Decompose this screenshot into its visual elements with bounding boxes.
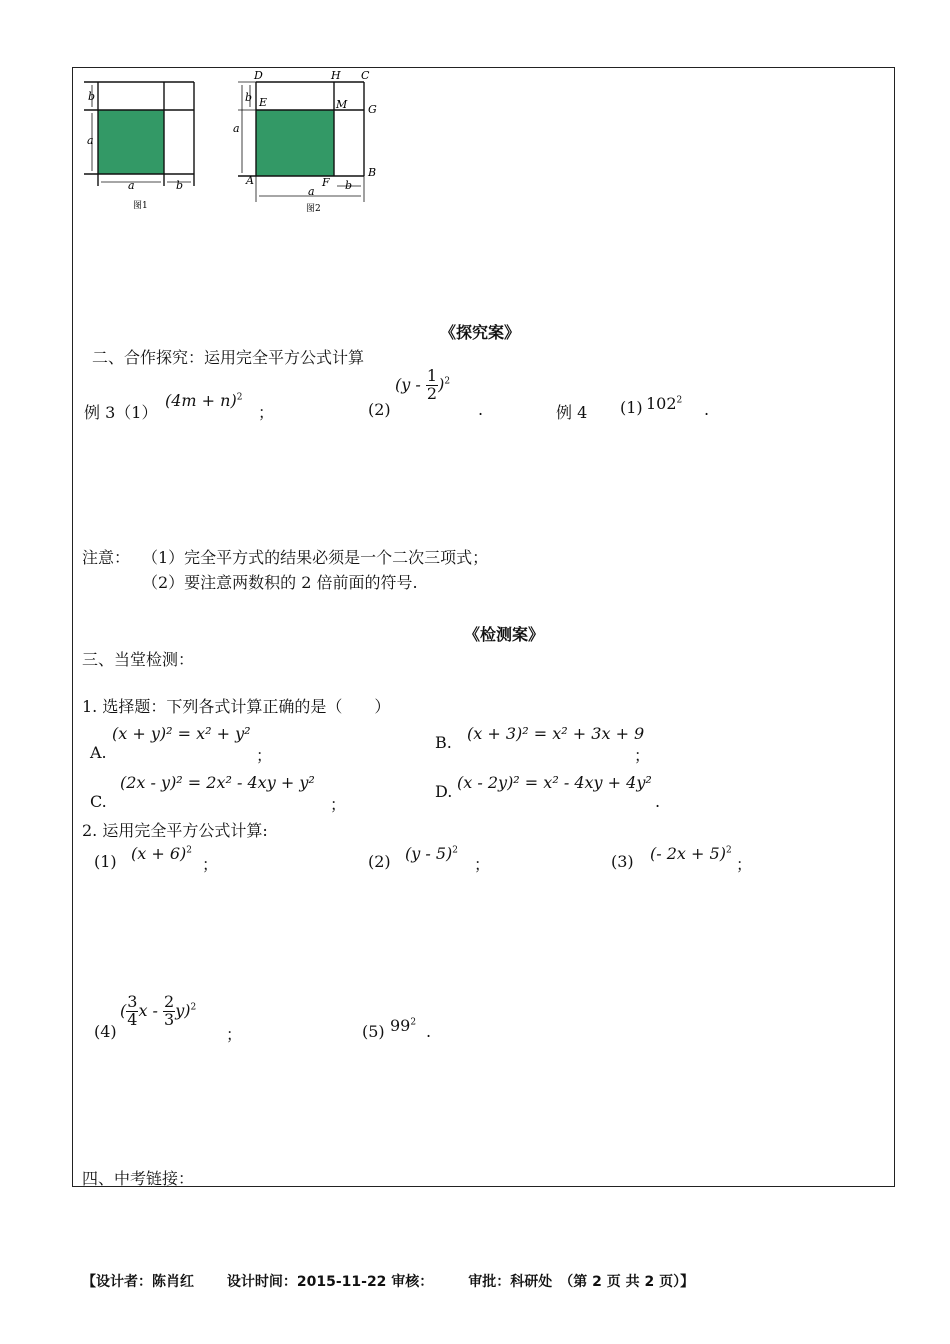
ex3-label: 例 3（1） bbox=[84, 403, 158, 422]
fig2-label-b-bottom: b bbox=[345, 179, 353, 192]
p2-label: (2) bbox=[368, 852, 391, 871]
ex3-1-expr: $(4m + n)^2$ bbox=[165, 391, 243, 410]
ex4-label: 例 4 bbox=[556, 403, 588, 422]
fig2-label-b-left: b bbox=[245, 91, 253, 104]
note-2: （2）要注意两数积的 2 倍前面的符号. bbox=[142, 573, 418, 592]
fig2-caption: 图2 bbox=[306, 204, 321, 214]
fig1-label-b: b bbox=[88, 90, 96, 103]
p1-semicolon: ； bbox=[202, 855, 219, 874]
fig2-label-D: D bbox=[254, 69, 263, 82]
option-B-expr: (x + 3)² = x² + 3x + 9 bbox=[467, 724, 645, 743]
option-C-expr: (2x - y)² = 2x² - 4xy + y² bbox=[120, 773, 315, 792]
option-D-expr: (x - 2y)² = x² - 4xy + 4y² bbox=[457, 773, 652, 792]
option-C-semicolon: ； bbox=[330, 795, 347, 814]
fig2-label-G: G bbox=[368, 103, 377, 116]
p5-label: (5) bbox=[362, 1022, 385, 1041]
fig2-label-M: M bbox=[336, 98, 348, 111]
explore-heading: 二、合作探究：运用完全平方公式计算 bbox=[92, 348, 365, 367]
check-heading: 三、当堂检测： bbox=[82, 650, 195, 669]
fig1-label-b-bottom: b bbox=[176, 179, 184, 192]
ex3-2-expr: (y - $\frac{1}{2}$ )$^2$ bbox=[395, 366, 451, 403]
ex3-2-label: (2) bbox=[368, 400, 391, 419]
question-2: 2. 运用完全平方公式计算: bbox=[82, 821, 268, 840]
fig1-caption: 图1 bbox=[133, 201, 148, 211]
fig2-label-B: B bbox=[368, 166, 377, 179]
p1-expr: $(x + 6)^2$ bbox=[131, 844, 192, 863]
p3-semicolon: ； bbox=[736, 855, 753, 874]
option-A-expr: (x + y)² = x² + y² bbox=[112, 724, 251, 743]
fig2-label-E: E bbox=[259, 96, 268, 109]
fig2-label-C: C bbox=[361, 69, 370, 82]
option-D-period: . bbox=[655, 792, 661, 811]
option-B-semicolon: ； bbox=[634, 746, 651, 765]
option-D-label: D. bbox=[435, 782, 453, 801]
p2-expr: (y - 5)$^2$ bbox=[405, 844, 459, 863]
option-B-label: B. bbox=[435, 733, 452, 752]
fig1-green-square bbox=[98, 110, 164, 174]
fig2-label-F: F bbox=[322, 176, 330, 189]
option-A-label: A. bbox=[90, 743, 107, 762]
section-4-heading: 四、中考链接： bbox=[82, 1169, 195, 1188]
question-1: 1. 选择题：下列各式计算正确的是（ ） bbox=[82, 697, 391, 716]
fig2-green-square bbox=[256, 110, 334, 176]
fig2-label-a-bottom: a bbox=[308, 185, 315, 198]
p5-period: . bbox=[426, 1022, 432, 1041]
fig2-label-A: A bbox=[246, 174, 254, 187]
fig1-label-a-left: a bbox=[87, 134, 94, 147]
p2-semicolon: ； bbox=[474, 855, 491, 874]
p3-expr: (- 2x + 5)$^2$ bbox=[650, 844, 732, 863]
p4-label: (4) bbox=[94, 1022, 117, 1041]
page-footer: 【设计者：陈肖红 设计时间：2015-11-22 审核： 审批：科研处 （第 2 页 共 2 页）】 bbox=[82, 1274, 695, 1290]
p4-semicolon: ； bbox=[226, 1025, 243, 1044]
p3-label: (3) bbox=[611, 852, 634, 871]
option-A-semicolon: ； bbox=[256, 746, 273, 765]
p4-expr: ( $\frac{3}{4}$ x - $\frac{2}{3}$ y)$^2$ bbox=[120, 992, 197, 1029]
option-C-label: C. bbox=[90, 792, 107, 811]
ex4-1-expr: $102^2$ bbox=[646, 394, 683, 413]
note-1: （1）完全平方式的结果必须是一个二次三项式； bbox=[142, 548, 489, 567]
ex3-2-period: . bbox=[478, 400, 484, 419]
ex4-1-period: . bbox=[704, 400, 710, 419]
fig2-label-a-left: a bbox=[233, 122, 240, 135]
ex4-1-label: (1) bbox=[620, 398, 643, 417]
fig1-label-a-bottom: a bbox=[128, 179, 135, 192]
ex3-1-semicolon: ； bbox=[258, 403, 275, 422]
fig2-label-H: H bbox=[331, 69, 341, 82]
p5-expr: $99^2$ bbox=[390, 1016, 417, 1035]
figure-2 bbox=[228, 68, 388, 218]
check-title: 《检测案》 bbox=[464, 625, 545, 644]
figure-1 bbox=[78, 76, 203, 216]
p1-label: (1) bbox=[94, 852, 117, 871]
notes-label: 注意： bbox=[82, 548, 131, 567]
explore-title: 《探究案》 bbox=[440, 323, 521, 342]
